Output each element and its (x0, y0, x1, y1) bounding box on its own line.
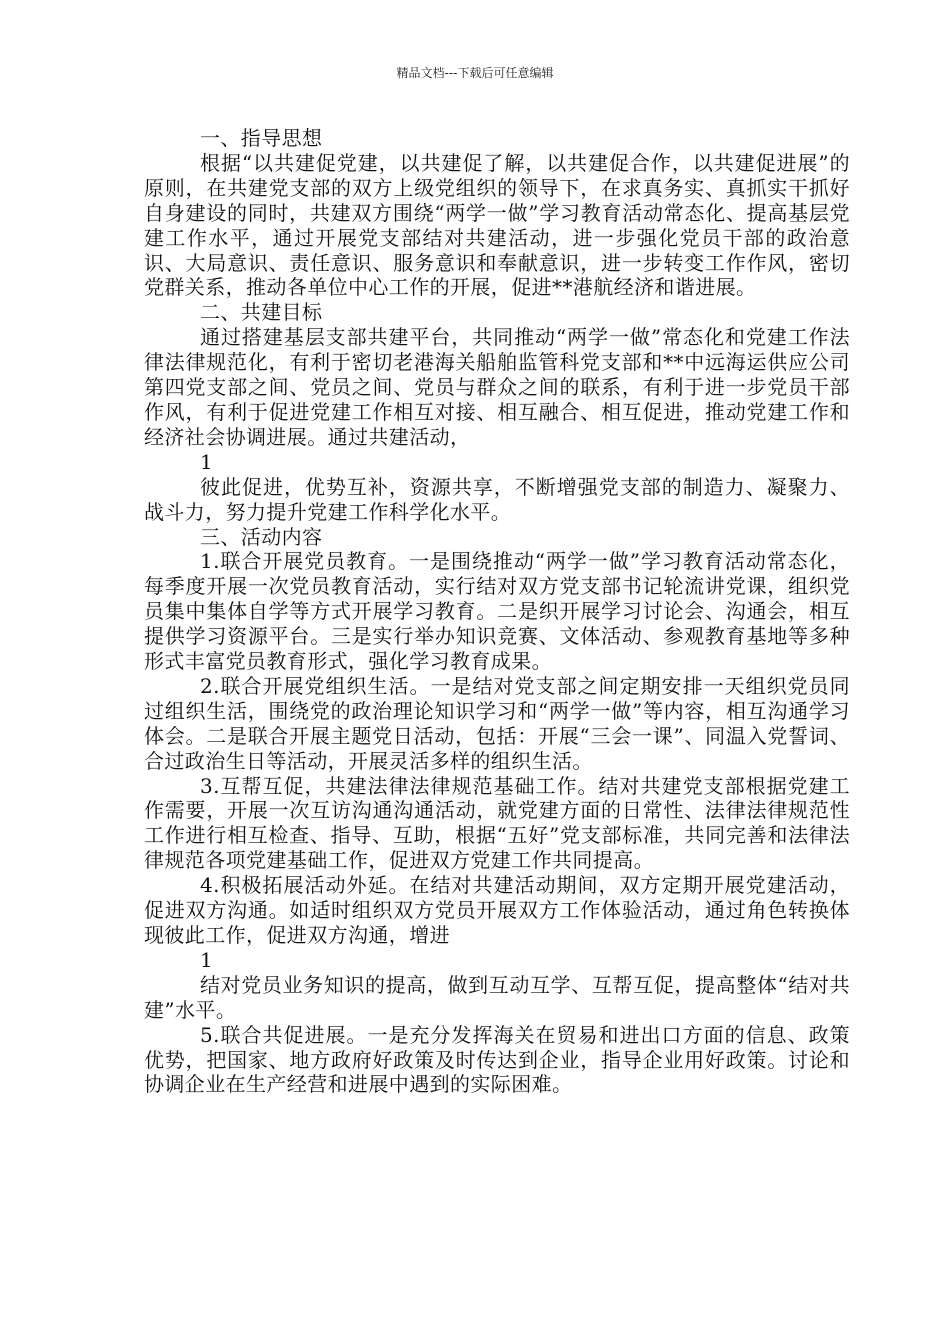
page-header: 精品文档---下载后可任意编辑 (396, 66, 554, 80)
paragraph-activity-1: 1.联合开展党员教育。一是围绕推动“两学一做”学习教育活动常态化，每季度开展一次党员教育活动，实行结对双方党支部书记轮流讲党课，组织党员集中集体自学等方式开展学习教育。二是织开展学习讨论会、沟通会，相互提供学习资源平台。三是实行举办知识竞赛、文体活动、参观教育基地等多种形式丰富党员教育形式，强化学习教育成果。 (144, 549, 850, 674)
paragraph-guiding-thought: 根据“以共建促党建，以共建促了解，以共建促合作，以共建促进展”的原则，在共建党支部的双方上级党组织的领导下，在求真务实、真抓实干抓好自身建设的同时，共建双方围绕“两学一做”学习教育活动常态化、提高基层党建工作水平，通过开展党支部结对共建活动，进一步强化党员干部的政治意识、大局意识、责任意识、服务意识和奉献意识，进一步转变工作作风，密切党群关系，推动各单位中心工作的开展，促进**港航经济和谐进展。 (144, 150, 850, 300)
page-number: 1 (200, 947, 214, 972)
paragraph-activity-4-continued: 结对党员业务知识的提高，做到互动互学、互帮互促，提高整体“结对共建”水平。 (144, 972, 850, 1022)
paragraph-activity-3: 3.互帮互促，共建法律法律规范基础工作。结对共建党支部根据党建工作需要，开展一次互访沟通沟通活动，就党建方面的日常性、法律法律规范性工作进行相互检查、指导、互助，根据“五好”党支部标准，共同完善和法律法律规范各项党建基础工作，促进双方党建工作共同提高。 (144, 773, 850, 873)
paragraph-activity-5: 5.联合共促进展。一是充分发挥海关在贸易和进出口方面的信息、政策优势，把国家、地方政府好政策及时传达到企业，指导企业用好政策。讨论和协调企业在生产经营和进展中遇到的实际困难。 (144, 1022, 850, 1097)
paragraph-goals-continued: 彼此促进，优势互补，资源共享，不断增强党支部的制造力、凝聚力、战斗力，努力提升党建工作科学化水平。 (144, 474, 850, 524)
page-number: 1 (200, 449, 214, 474)
section-heading-goals: 二、共建目标 (200, 300, 323, 325)
paragraph-activity-4: 4.积极拓展活动外延。在结对共建活动期间，双方定期开展党建活动，促进双方沟通。如适时组织双方党员开展双方工作体验活动，通过角色转换体现彼此工作，促进双方沟通，增进 (144, 873, 850, 947)
section-heading-activities: 三、活动内容 (200, 524, 323, 549)
paragraph-activity-2: 2.联合开展党组织生活。一是结对党支部之间定期安排一天组织党员同过组织生活，围绕党的政治理论知识学习和“两学一做”等内容，相互沟通学习体会。二是联合开展主题党日活动，包括：开展“三会一课”、同温入党誓词、合过政治生日等活动，开展灵活多样的组织生活。 (144, 673, 850, 773)
document-body (144, 126, 850, 1097)
section-heading-guiding-thought: 一、指导思想 (200, 126, 323, 150)
paragraph-goals: 通过搭建基层支部共建平台，共同推动“两学一做”常态化和党建工作法律法律规范化，有利于密切老港海关船舶监管科党支部和**中远海运供应公司第四党支部之间、党员之间、党员与群众之间的联系，有利于进一步党员干部作风，有利于促进党建工作相互对接、相互融合、相互促进，推动党建工作和经济社会协调进展。通过共建活动， (144, 325, 850, 449)
